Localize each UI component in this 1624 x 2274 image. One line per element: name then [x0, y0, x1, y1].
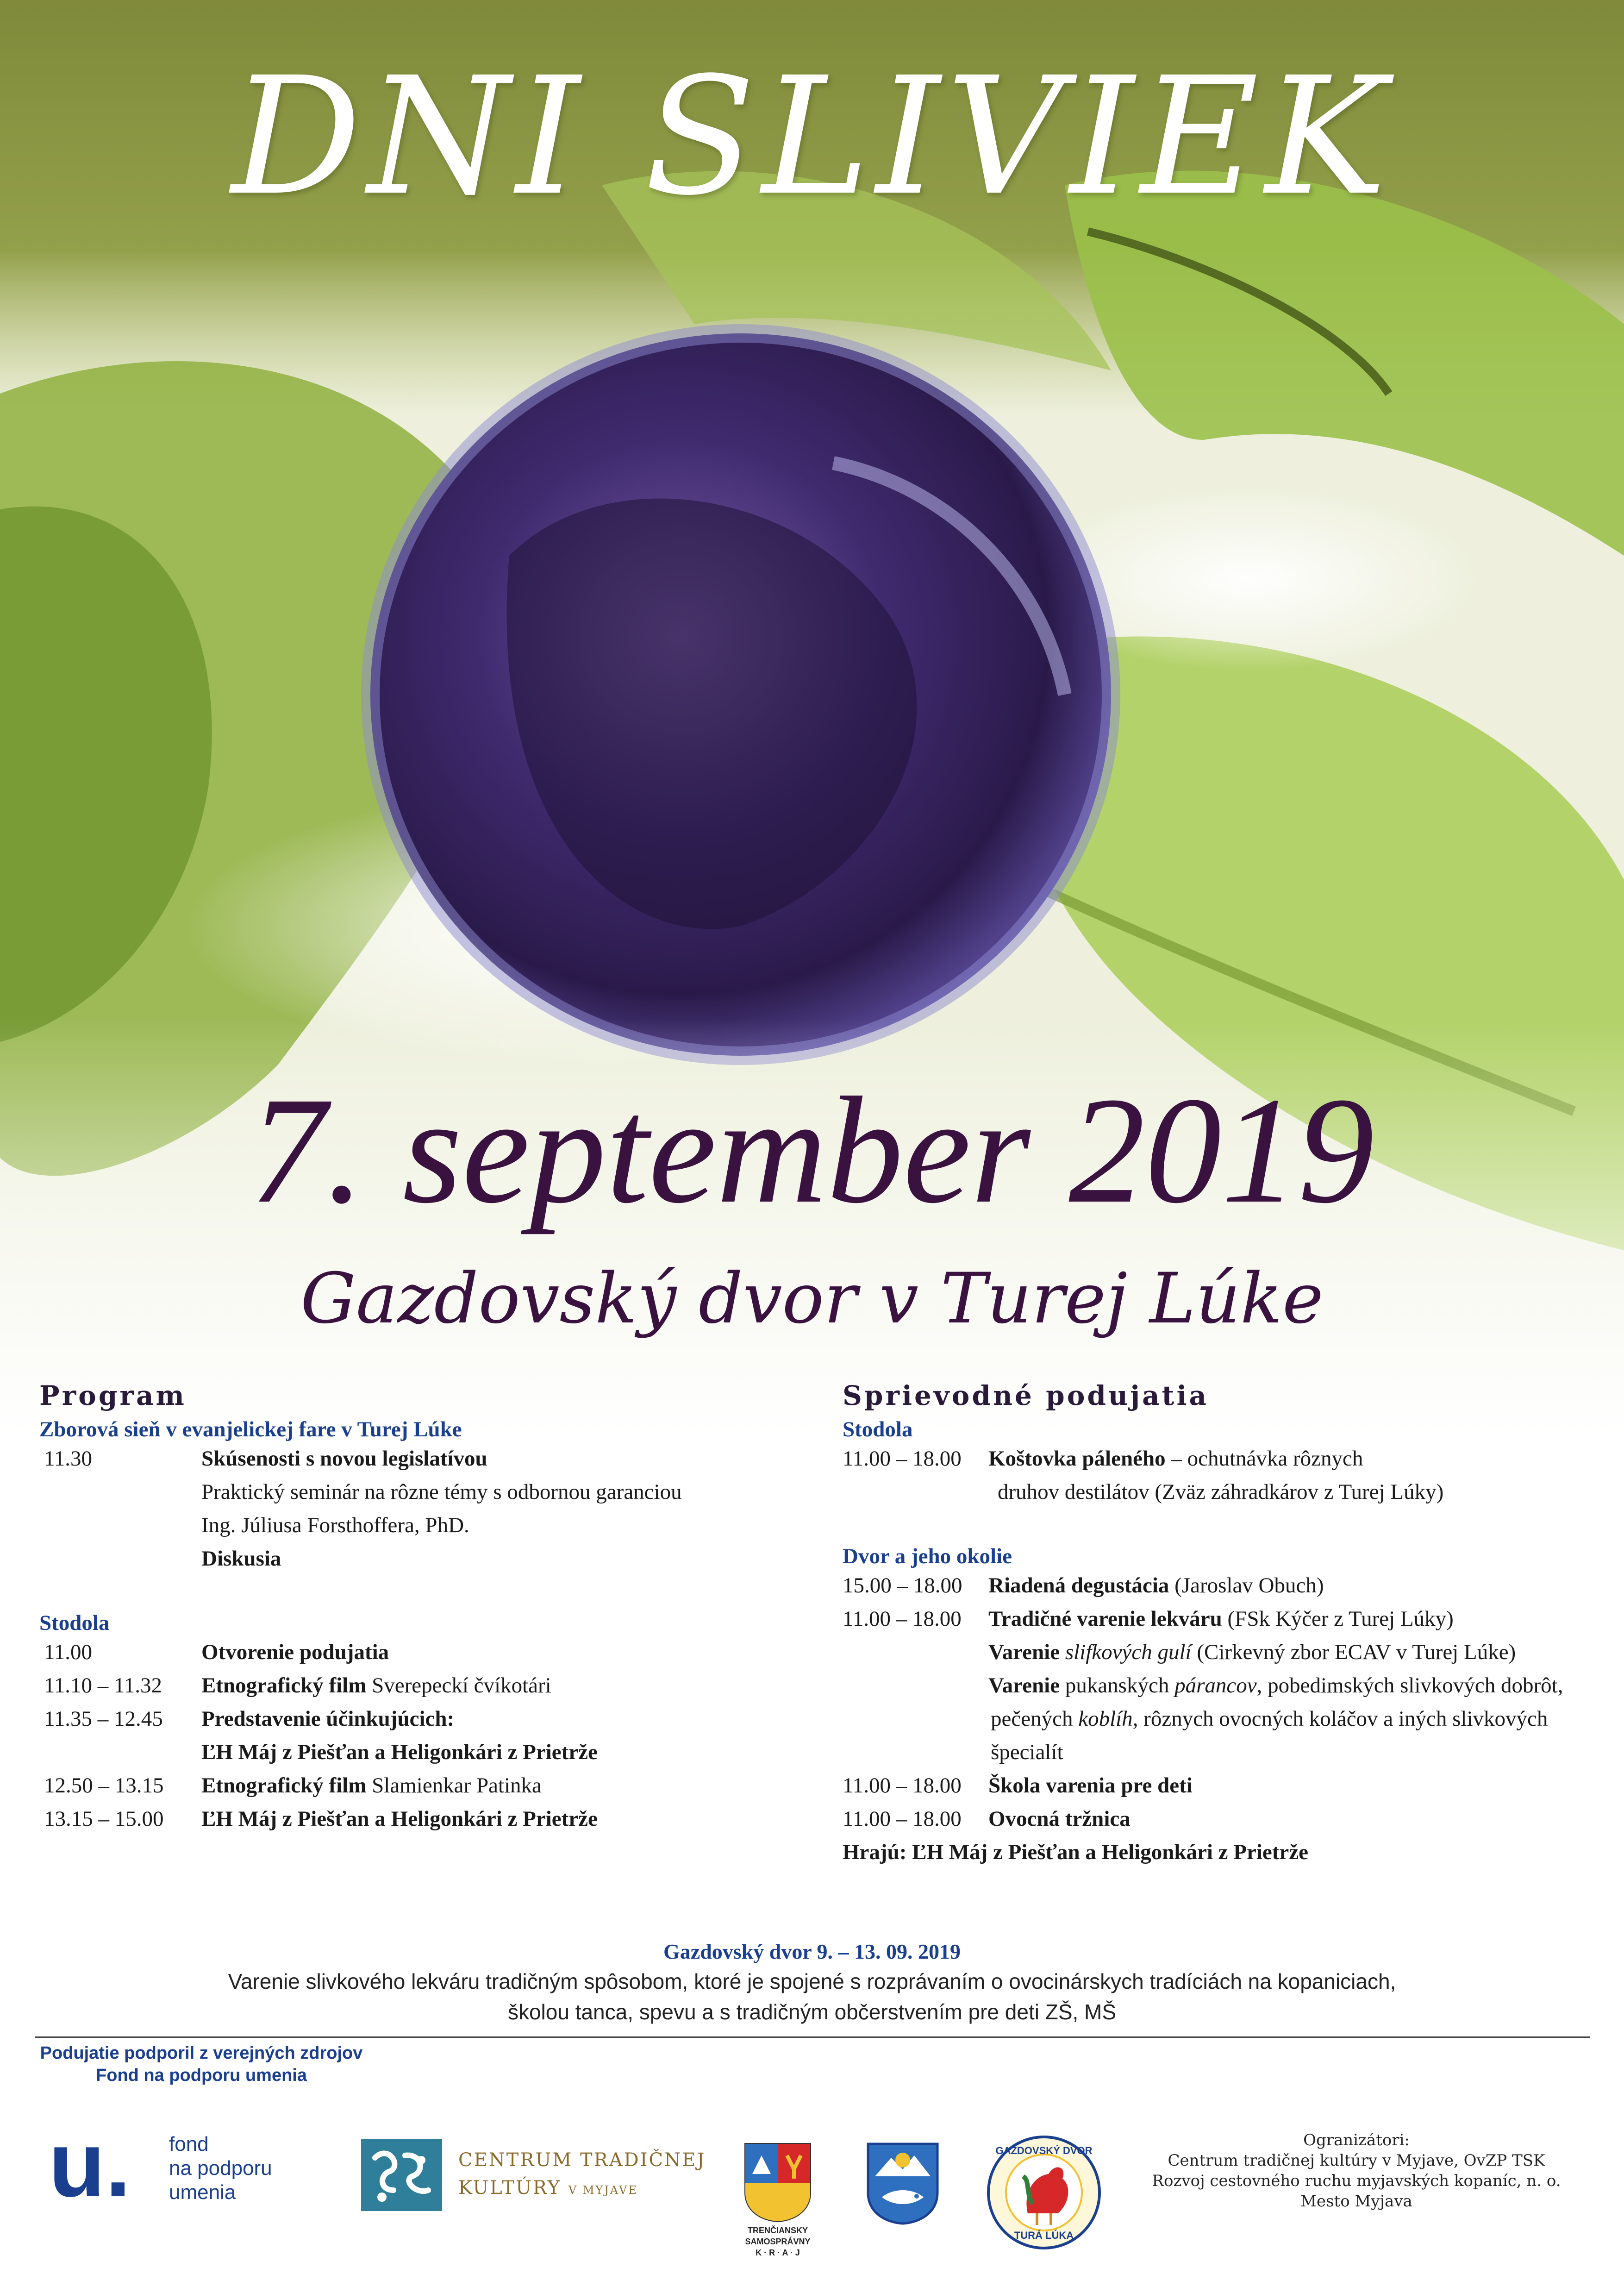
gazdovsky-dvor-logo [986, 2135, 1102, 2250]
ctk-line: KULTÚRY [458, 2177, 562, 2199]
detail-italic: koblíh [1078, 1707, 1133, 1731]
gd-bottom-text: TURÁ LÚKA [1014, 2230, 1074, 2241]
schedule-row [39, 1769, 826, 1802]
support-line: Fond na podporu umenia [96, 2066, 307, 2085]
schedule-rest: – ochutnávka rôznych [1165, 1447, 1363, 1471]
side-events-heading: Sprievodné podujatia [843, 1380, 1209, 1411]
tsk-line: K · R · A · J [756, 2248, 800, 2257]
schedule-time: 15.00 – 18.00 [843, 1573, 962, 1597]
schedule-time: 11.35 – 12.45 [44, 1707, 163, 1731]
side-section-title: Stodola [843, 1417, 913, 1441]
schedule-rest: Slamienkar Patinka [366, 1773, 542, 1798]
detail-italic: slifkových gulí [1065, 1640, 1192, 1664]
tsk-line: TRENČIANSKY [747, 2226, 808, 2235]
fpu-line: na podporu [169, 2157, 272, 2180]
support-note [35, 2042, 368, 2086]
schedule-title: Otvorenie podujatia [201, 1640, 389, 1664]
side-events-column [843, 1380, 1611, 1869]
organizer-line: Mesto Myjava [1300, 2192, 1412, 2211]
schedule-rest: Sverepeckí čvíkotári [366, 1673, 551, 1698]
schedule-time: 11.00 – 18.00 [843, 1607, 962, 1631]
schedule-detail: špecialít [991, 1740, 1063, 1764]
schedule-title: Etnografický film [201, 1773, 367, 1798]
footer-description-line1: Varenie slivkového lekváru tradičným spôsobom, ktoré je spojené s rozprávaním o ovocinárskych tradíciách na kopaniciach, [228, 1969, 1396, 1993]
gd-top-text: GAZDOVSKÝ DVOR [995, 2145, 1093, 2156]
schedule-rest: (FSk Kýčer z Turej Lúky) [1222, 1607, 1454, 1631]
tsk-logo-text [736, 2225, 819, 2258]
footer-description-line2: školou tanca, spevu a s tradičným občerstvením pre deti ZŠ, MŠ [507, 2000, 1117, 2024]
fpu-logo [49, 2113, 308, 2216]
schedule-time [39, 1735, 201, 1769]
schedule-row [39, 1702, 826, 1735]
schedule-detail: Ing. Júliusa Forsthoffera, PhD. [201, 1513, 469, 1537]
schedule-title: Etnografický film [201, 1673, 367, 1698]
side-section-title: Dvor a jeho okolie [843, 1544, 1012, 1568]
schedule-row [39, 1802, 826, 1835]
schedule-detail: Diskusia [201, 1547, 281, 1571]
village-coat-of-arms-icon [866, 2142, 940, 2225]
detail-rest: (Cirkevný zbor ECAV v Turej Lúke) [1191, 1640, 1516, 1664]
schedule-row [39, 1635, 826, 1669]
schedule-row [843, 1769, 1611, 1802]
detail-bold: Varenie [988, 1673, 1060, 1698]
schedule-detail [843, 1669, 1611, 1702]
schedule-time: 11.00 – 18.00 [843, 1773, 962, 1798]
schedule-row [843, 1802, 1611, 1835]
schedule-row [39, 1669, 826, 1702]
ctk-line: CENTRUM TRADIČNEJ [458, 2149, 706, 2171]
fpu-logo-letter: u. [49, 2113, 131, 2216]
detail-italic: párancov [1174, 1673, 1257, 1698]
tsk-line: SAMOSPRÁVNY [745, 2237, 811, 2246]
ctk-emblem-icon [361, 2139, 442, 2211]
schedule-row [843, 1602, 1611, 1635]
schedule-time: 11.00 – 18.00 [843, 1807, 962, 1831]
organizers [1111, 2130, 1602, 2211]
schedule-title: Riadená degustácia [988, 1573, 1169, 1597]
footer-divider [35, 2036, 1590, 2038]
detail-pre: pukanských [1060, 1673, 1175, 1698]
schedule-time: 11.10 – 11.32 [44, 1673, 162, 1698]
organizers-title: Ogranizátori: [1303, 2131, 1410, 2149]
ctk-line: V MYJAVE [568, 2184, 638, 2197]
program-section-title: Stodola [39, 1611, 110, 1635]
schedule-row [39, 1735, 826, 1769]
schedule-title: Škola varenia pre deti [988, 1773, 1193, 1798]
support-line: Podujatie podporil z verejných zdrojov [40, 2043, 363, 2063]
schedule-row [843, 1442, 1611, 1475]
schedule-time: 13.15 – 15.00 [44, 1807, 164, 1831]
event-date: 7. september 2019 [250, 1066, 1374, 1235]
schedule-detail [843, 1702, 1611, 1735]
program-section-title: Zborová sieň v evanjelickej fare v Turej Lúke [39, 1417, 462, 1441]
schedule-time: 11.00 [44, 1640, 93, 1664]
schedule-detail: druhov destilátov (Zväz záhradkárov z Turej Lúky) [998, 1480, 1444, 1504]
schedule-time: 11.00 – 18.00 [843, 1447, 962, 1471]
schedule-title: Koštovka páleného [988, 1447, 1166, 1471]
organizer-line: Centrum tradičnej kultúry v Myjave, OvZP TSK [1168, 2151, 1545, 2170]
performers-line: Hrajú: ĽH Máj z Piešťan a Heligonkári z Prietrže [843, 1840, 1309, 1864]
fpu-line: umenia [169, 2181, 236, 2204]
detail-rest: , rôznych ovocných koláčov a iných slivkových [1132, 1707, 1548, 1731]
detail-rest: , pobedimských slivkových dobrôt, [1256, 1673, 1563, 1698]
schedule-row [39, 1442, 826, 1475]
fpu-logo-text [169, 2132, 272, 2205]
footer-dates-title: Gazdovský dvor 9. – 13. 09. 2019 [663, 1940, 961, 1963]
tsk-coat-of-arms-icon [743, 2142, 812, 2223]
schedule-title: Skúsenosti s novou legislatívou [201, 1447, 487, 1471]
schedule-row [843, 1569, 1611, 1602]
detail-bold: Varenie [988, 1640, 1060, 1664]
event-venue: Gazdovský dvor v Turej Lúke [300, 1259, 1324, 1339]
schedule-title: ĽH Máj z Piešťan a Heligonkári z Prietrže [201, 1740, 598, 1764]
program-column [39, 1380, 826, 1835]
schedule-time: 12.50 – 13.15 [44, 1773, 164, 1798]
schedule-rest: (Jaroslav Obuch) [1169, 1573, 1324, 1597]
tsk-logo [741, 2142, 815, 2267]
fpu-line: fond [169, 2133, 209, 2155]
program-heading: Program [39, 1380, 187, 1411]
ctk-logo-text [458, 2146, 706, 2204]
schedule-time: 11.30 [44, 1447, 93, 1471]
schedule-title: Predstavenie účinkujúcich: [201, 1707, 455, 1731]
organizer-line: Rozvoj cestovného ruchu myjavských kopaníc, n. o. [1152, 2172, 1561, 2190]
schedule-title: Tradičné varenie lekváru [988, 1607, 1222, 1631]
schedule-title: Ovocná tržnica [988, 1807, 1131, 1831]
schedule-detail [843, 1635, 1611, 1669]
ctk-logo [361, 2139, 706, 2213]
schedule-title: ĽH Máj z Piešťan a Heligonkári z Prietrže [201, 1807, 598, 1831]
detail-pre: pečených [991, 1707, 1079, 1731]
poster-title: DNI SLIVIEK [231, 42, 1393, 231]
schedule-detail: Praktický seminár na rôzne témy s odbornou garanciou [201, 1480, 682, 1504]
